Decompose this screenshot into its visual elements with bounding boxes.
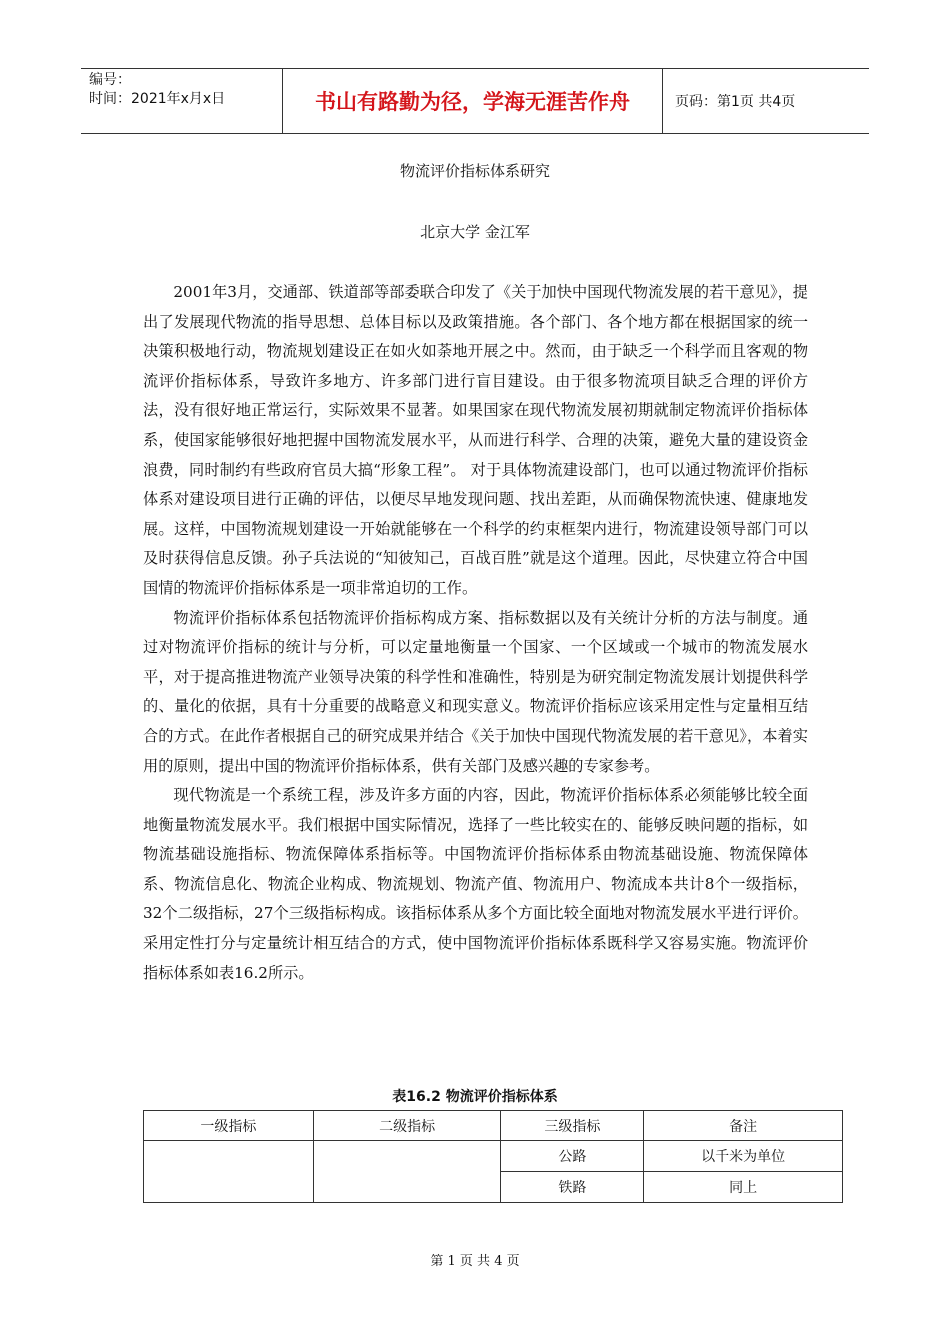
cell-level3: 公路 — [501, 1141, 644, 1172]
article-body — [143, 278, 808, 988]
table-header-row — [144, 1111, 843, 1141]
page-header — [81, 68, 869, 134]
page-footer: 第 1 页 共 4 页 — [430, 1254, 520, 1269]
header-note: 备注 — [644, 1111, 843, 1141]
header-motto: 书山有路勤为径，学海无涯苦作舟 — [282, 69, 663, 133]
paragraph-2: 物流评价指标体系包括物流评价指标构成方案、指标数据以及有关统计分析的方法与制度。通过对物流评价指标的统计与分析，可以定量地衡量一个国家、一个区域或一个城市的物流发展水平，对于提高推进物流产业领导决策的科学性和准确性，特别是为研究制定物流发展计划提供科学的、量化的依据，具有十分重要的战略意义和现实意义。物流评价指标应该采用定性与定量相互结合的方式。在此作者根据自己的研究成果并结合《关于加快中国现代物流发展的若干意见》，本着实用的原则，提出中国的物流评价指标体系，供有关部门及感兴趣的专家参考。 — [143, 608, 808, 775]
cell-level2 — [313, 1141, 501, 1203]
header-meta — [81, 69, 282, 133]
header-level2: 二级指标 — [313, 1111, 501, 1141]
time-label: 时间：2021年x月x日 — [89, 91, 226, 107]
table-row — [144, 1141, 843, 1172]
table-caption: 表16.2 物流评价指标体系 — [392, 1089, 558, 1105]
number-label: 编号： — [89, 72, 131, 88]
header-page-info: 页码：第1页 共4页 — [675, 94, 796, 110]
cell-note: 同上 — [644, 1172, 843, 1203]
index-table — [143, 1110, 843, 1203]
article-title: 物流评价指标体系研究 — [399, 162, 550, 180]
cell-level3: 铁路 — [501, 1172, 644, 1203]
article-author: 北京大学 金江军 — [420, 223, 530, 241]
paragraph-1: 2001年3月，交通部、铁道部等部委联合印发了《关于加快中国现代物流发展的若干意见》，提出了发展现代物流的指导思想、总体目标以及政策措施。各个部门、各个地方都在根据国家的统一决策积极地行动，物流规划建设正在如火如荼地开展之中。然而，由于缺乏一个科学而且客观的物流评价指标体系，导致许多地方、许多部门进行盲目建设。由于很多物流项目缺乏合理的评价方法，没有很好地正常运行，实际效果不显著。如果国家在现代物流发展初期就制定物流评价指标体系，使国家能够很好地把握中国物流发展水平，从而进行科学、合理的决策，避免大量的建设资金浪费，同时制约有些政府官员大搞“形象工程”。 对于具体物流建设部门，也可以通过物流评价指标体系对建设项目进行正确的评估，以便尽早地发现问题、找出差距，从而确保物流快速、健康地发展。这样，中国物流规划建设一开始就能够在一个科学的约束框架内进行，物流建设领导部门可以及时获得信息反馈。孙子兵法说的“知彼知己，百战百胜”就是这个道理。因此，尽快建立符合中国国情的物流评价指标体系是一项非常迫切的工作。 — [143, 283, 808, 597]
header-level3: 三级指标 — [501, 1111, 644, 1141]
cell-note: 以千米为单位 — [644, 1141, 843, 1172]
header-level1: 一级指标 — [144, 1111, 314, 1141]
cell-level1 — [144, 1141, 314, 1203]
paragraph-3: 现代物流是一个系统工程，涉及许多方面的内容，因此，物流评价指标体系必须能够比较全面地衡量物流发展水平。我们根据中国实际情况，选择了一些比较实在的、能够反映问题的指标，如物流基础设施指标、物流保障体系指标等。中国物流评价指标体系由物流基础设施、物流保障体系、物流信息化、物流企业构成、物流规划、物流产值、物流用户、物流成本共计8个一级指标，32个二级指标，27个三级指标构成。该指标体系从多个方面比较全面地对物流发展水平进行评价。采用定性打分与定量统计相互结合的方式，使中国物流评价指标体系既科学又容易实施。物流评价指标体系如表16.2所示。 — [143, 786, 808, 982]
